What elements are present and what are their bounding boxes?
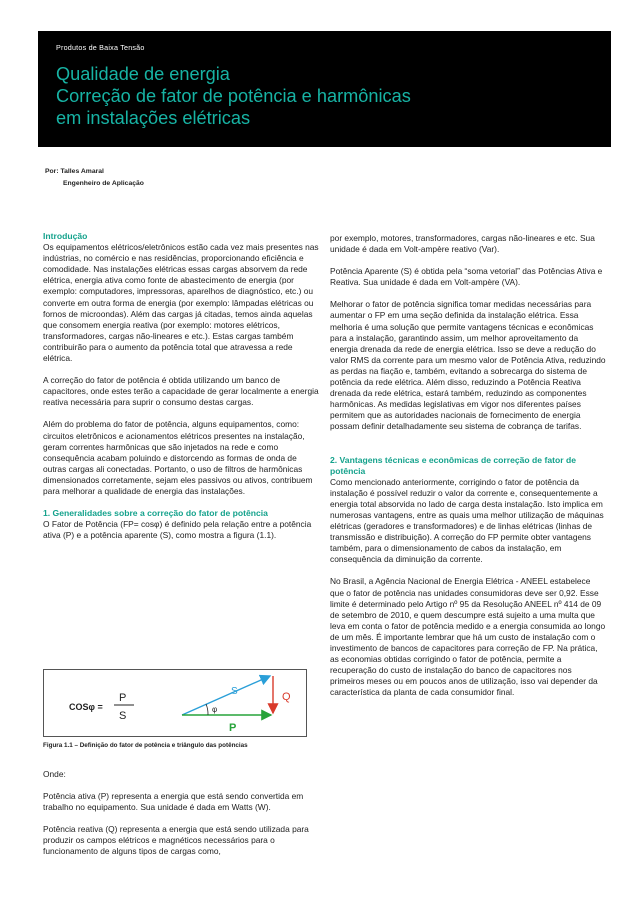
title-line-2: Correção de fator de potência e harmônicas [56,86,411,106]
formula-numerator: P [119,692,127,704]
intro-paragraph-2: A correção do fator de potência é obtida utilizando um banco de capacitores, onde estes terão a capacidade de gerar localmente a energia reativa necessária para suprir o consumo destas cargas. [43,375,319,408]
section-2-heading: 2. Vantagens técnicas e econômicas de correção de fator de potência [330,454,576,476]
header-banner [38,31,611,147]
header-kicker: Produtos de Baixa Tensão [56,43,145,52]
label-s: S [231,686,238,697]
right-column [330,233,606,709]
section-2-paragraph-1: Como mencionado anteriormente, corrigindo o fator de potência da instalação é possível reduzir o valor da corrente e, consequentemente a energia total absorvida no lado de carga desta instalação. Isto implica em numerosas vantagens, entre as quais uma melhor utilização de máquinas elétricas (geradores e transformadores) e de linhas elétricas (linhas de transmissão e distribuição). A correção do FP permite obter vantagens também, para o dimensionamento de cabos da instalação, em consequência da diminuição da corrente. [330,476,604,565]
improve-pf-paragraph: Melhorar o fator de potência significa tomar medidas necessárias para aumentar o FP em uma seção definida da instalação elétrica. Essa melhoria é uma solução que permite vantagens técnicas e econômicas para a instalação, garantindo assim, um melhor aproveitamento da energia drenada da rede de energia elétrica. Isso se deve a redução do valor RMS da corrente para um mesmo valor de Potência Ativa, reduzindo as perdas na fiação e, também, evitando a sobrecarga do sistema de potência da rede elétrica. Além disso, reduzindo a Potência Reativa drenada da rede elétrica, estará também, reduzindo as componentes harmônicas. As medidas legislativas em vigor nos diferentes países permitem que as autoridades nacionais de fornecimento de energia possam definir detalhadamente seu sistema de cobrança de tarifas. [330,299,606,432]
title-line-1: Qualidade de energia [56,64,230,84]
byline [45,166,144,190]
left-column-bottom [43,769,319,869]
definition-apparent-power: Potência Aparente (S) é obtida pela “soma vetorial” das Potências Ativa e Reativa. Sua unidade é dada em Volt-ampère (VA). [330,266,603,288]
page-title [56,63,411,129]
label-phi: φ [212,705,218,714]
intro-paragraph-3: Além do problema do fator de potência, alguns equipamentos, como: circuitos eletrônicos e acionamentos elétricos presentes na instalação, geram correntes harmônicas que são injetados na rede e como consequência acabam poluindo e distorcendo as formas de onda de outras cargas ali conectadas. Portanto, o uso de filtros de harmônicas dimensionados corretamente, sejam eles passivos ou ativos, contribuem para melhorar a qualidade de energia das instalações. [43,419,313,496]
intro-paragraph-1: Os equipamentos elétricos/eletrônicos estão cada vez mais presentes nas indústrias, no comércio e nas residências, proporcionando eficiência e comodidade. Nas instalações elétricas essas cargas absorvem da rede elétrica, energia ativa como fonte de abastecimento de energia (por exemplo: computadores, impressoras, aparelhos de diagnóstico, etc.) ou converte em outra forma de energia (por exemplo: lâmpadas elétricas ou fornos de microondas). Além das cargas já citadas, temos ainda aquelas que consomem energia reativa (por exemplo: motores elétricos, transformadores, cargas não-lineares e etc.). Estas cargas também contribuirão para o aumento da potência total que atravessa a rede elétrica. [43,242,319,364]
definition-reactive-power: Potência reativa (Q) representa a energia que está sendo utilizada para produzir os campos elétricos e magnéticos necessários para o funcionamento de alguns tipos de cargas como, [43,824,309,857]
left-column [43,231,319,552]
label-p: P [229,722,237,734]
intro-heading: Introdução [43,231,88,241]
section-1-paragraph: O Fator de Potência (FP= cosφ) é definido pela relação entre a potência ativa (P) e a potência aparente (S), como mostra a figura (1.1). [43,519,312,541]
definition-active-power: Potência ativa (P) representa a energia que está sendo convertida em trabalho no equipamento. Sua unidade é dada em Watts (W). [43,791,304,813]
byline-role: Engenheiro de Aplicação [63,180,144,187]
section-2-paragraph-2: No Brasil, a Agência Nacional de Energia Elétrica - ANEEL estabelece que o fator de potência nas unidades consumidoras deve ser 0,92. Esse limite é determinado pelo Artigo nº 95 da Resolução ANEEL nº 414 de 09 de setembro de 2010, e quem descumpre está sujeito a uma multa que leva em conta o fator de potência medido e a energia consumida ao longo de um mês. É importante lembrar que há um custo de instalação com o investimento de bancos de capacitores para correção de FP. Na prática, as economias obtidas corrigindo o fator de potência, permite a recuperação do custo de instalação do banco de capacitores nos primeiros meses ou em poucos anos de utilização, isso vai depender da característica da planta de cada consumidor final. [330,576,606,698]
formula-denominator: S [119,710,127,722]
figure-caption: Figura 1.1 – Definição do fator de potência e triângulo das potências [43,742,248,749]
onde-label: Onde: [43,769,66,779]
vector-s [182,676,270,715]
power-factor-figure [43,669,307,737]
label-q: Q [282,691,291,703]
section-1-heading: 1. Generalidades sobre a correção do fator de potência [43,508,268,519]
byline-author: Por: Talles Amaral [45,168,104,175]
angle-arc [206,704,208,715]
formula-lhs: COSφ = [69,702,103,712]
definition-reactive-power-cont: por exemplo, motores, transformadores, cargas não-lineares e etc. Sua unidade é dada em Volt-ampère reativo (Var). [330,233,595,255]
title-line-3: em instalações elétricas [56,108,251,128]
power-triangle-diagram [44,670,306,736]
